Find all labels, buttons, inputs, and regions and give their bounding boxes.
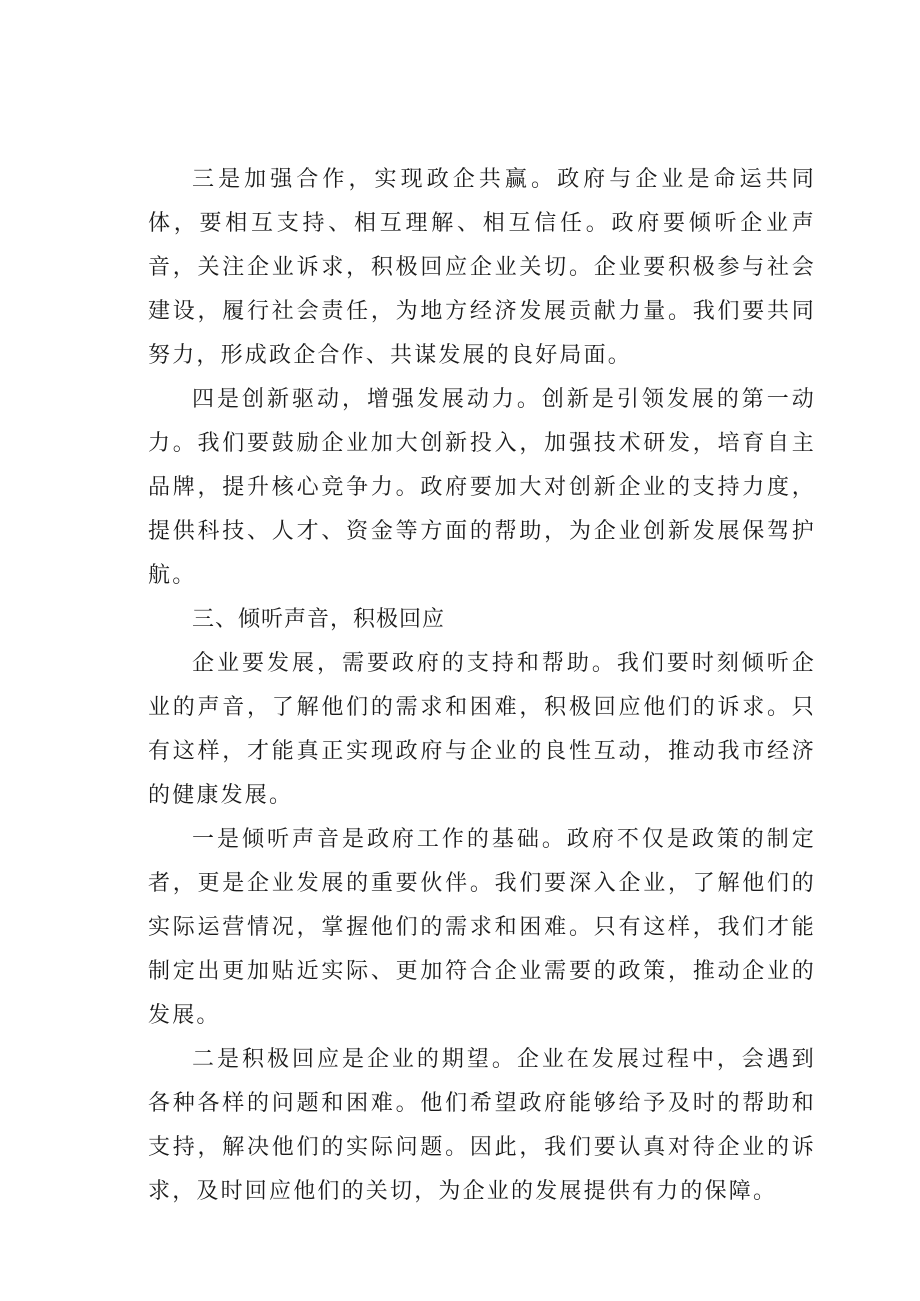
paragraph-listen: 一是倾听声音是政府工作的基础。政府不仅是政策的制定者，更是企业发展的重要伙伴。我们要深入企业，了解他们的实际运营情况，掌握他们的需求和困难。只有这样，我们才能制定出更加贴近实际、更加符合企业需要的政策，推动企业的发展。 [148, 827, 816, 1028]
paragraph-innovation: 四是创新驱动，增强发展动力。创新是引领发展的第一动力。我们要鼓励企业加大创新投入，加强技术研发，培育自主品牌，提升核心竞争力。政府要加大对创新企业的支持力度，提供科技、人才、资金等方面的帮助，为企业创新发展保驾护航。 [148, 387, 816, 588]
section-heading: 三、倾听声音，积极回应 [192, 607, 446, 632]
paragraph-respond: 二是积极回应是企业的期望。企业在发展过程中，会遇到各种各样的问题和困难。他们希望政府能够给予及时的帮助和支持，解决他们的实际问题。因此，我们要认真对待企业的诉求，及时回应他们的关切，为企业的发展提供有力的保障。 [148, 1047, 816, 1204]
paragraph-cooperation: 三是加强合作，实现政企共赢。政府与企业是命运共同体，要相互支持、相互理解、相互信任。政府要倾听企业声音，关注企业诉求，积极回应企业关切。企业要积极参与社会建设，履行社会责任，为地方经济发展贡献力量。我们要共同努力，形成政企合作、共谋发展的良好局面。 [148, 167, 816, 368]
paragraph-intro: 企业要发展，需要政府的支持和帮助。我们要时刻倾听企业的声音，了解他们的需求和困难，积极回应他们的诉求。只有这样，才能真正实现政府与企业的良性互动，推动我市经济的健康发展。 [148, 651, 816, 808]
document-page [148, 158, 816, 1214]
